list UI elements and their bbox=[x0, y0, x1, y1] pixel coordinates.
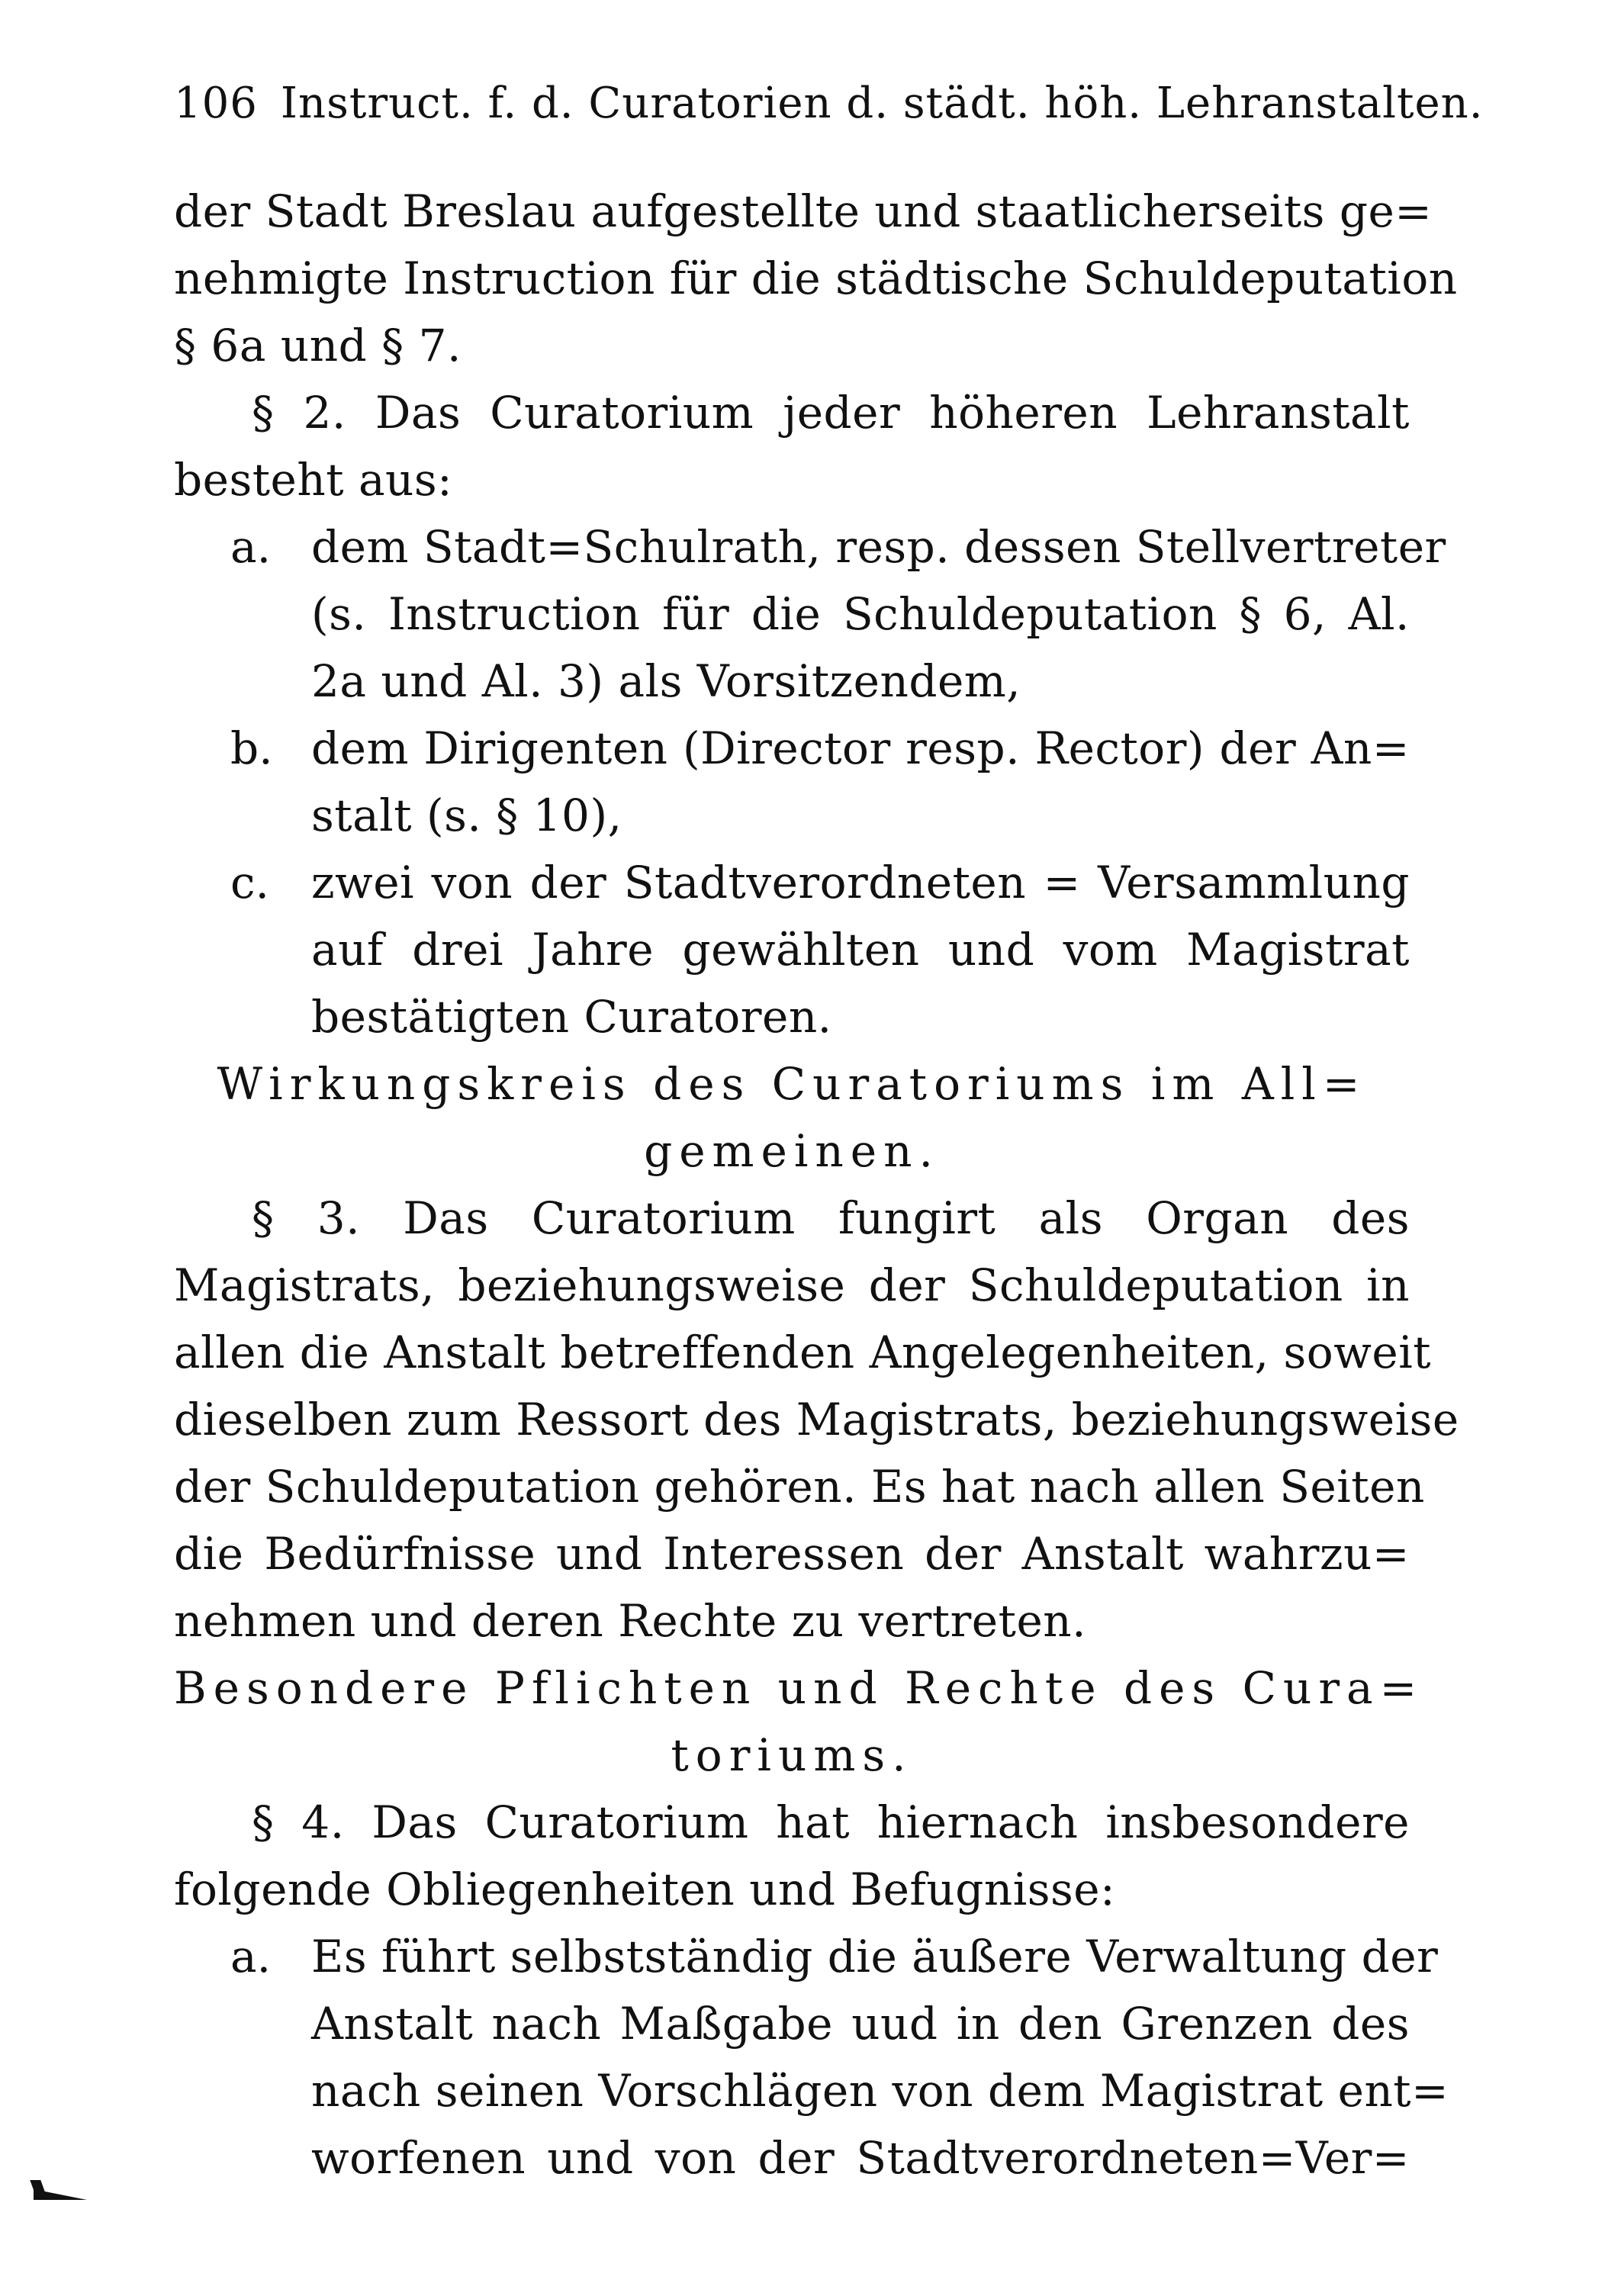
paragraph-4-line: folgende Obliegenheiten und Befugnisse: bbox=[174, 1863, 1116, 1915]
text-line: nehmigte Instruction für die städtische Schuldeputation bbox=[174, 252, 1458, 304]
item-line: Anstalt nach Maßgabe uud in den Grenzen des bbox=[311, 1998, 1410, 2050]
item-line: dem Dirigenten (Director resp. Rector) der An= bbox=[311, 722, 1410, 774]
paragraph-3-line: Magistrats, beziehungsweise der Schuldeputation in bbox=[174, 1259, 1410, 1311]
item-label: a. bbox=[230, 521, 272, 573]
item-line: zwei von der Stadtverordneten = Versammlung bbox=[311, 857, 1410, 908]
paragraph-3-line: dieselben zum Ressort des Magistrats, beziehungsweise bbox=[174, 1394, 1459, 1445]
running-title: Instruct. f. d. Curatorien d. städt. höh. Lehranstalten. bbox=[280, 79, 1484, 128]
text-line: der Stadt Breslau aufgestellte und staatlicherseits ge= bbox=[174, 185, 1433, 237]
item-line: bestätigten Curatoren. bbox=[311, 991, 832, 1043]
item-line: (s. Instruction für die Schuldeputation § 6, Al. bbox=[311, 588, 1410, 640]
paragraph-3-line: allen die Anstalt betreffenden Angelegenheiten, soweit bbox=[174, 1326, 1432, 1378]
item-line: nach seinen Vorschlägen von dem Magistrat ent= bbox=[311, 2065, 1449, 2117]
paragraph-3-line: der Schuldeputation gehören. Es hat nach allen Seiten bbox=[174, 1461, 1425, 1513]
item-line: stalt (s. § 10), bbox=[311, 789, 622, 841]
item-line: 2a und Al. 3) als Vorsitzendem, bbox=[311, 655, 1021, 707]
item-line: dem Stadt=Schulrath, resp. dessen Stellvertreter bbox=[311, 521, 1446, 573]
item-label: a. bbox=[230, 1931, 272, 1982]
paragraph-3-line: die Bedürfnisse und Interessen der Anstalt wahrzu= bbox=[174, 1528, 1410, 1580]
paragraph-4-line: § 4. Das Curatorium hat hiernach insbesondere bbox=[252, 1796, 1410, 1848]
paragraph-3-line: § 3. Das Curatorium fungirt als Organ des bbox=[252, 1192, 1410, 1244]
item-label: b. bbox=[230, 722, 273, 774]
item-label: c. bbox=[230, 857, 269, 908]
item-line: auf drei Jahre gewählten und vom Magistrat bbox=[311, 924, 1410, 976]
page-number: 106 bbox=[174, 79, 258, 128]
section-heading: gemeinen. bbox=[644, 1125, 940, 1177]
item-line: Es führt selbstständig die äußere Verwaltung der bbox=[311, 1931, 1439, 1982]
paragraph-3-line: nehmen und deren Rechte zu vertreten. bbox=[174, 1595, 1087, 1647]
section-heading: Besondere Pflichten und Rechte des Cura= bbox=[174, 1662, 1424, 1714]
section-heading: toriums. bbox=[671, 1729, 913, 1781]
item-line: worfenen und von der Stadtverordneten=Ver= bbox=[311, 2132, 1410, 2184]
hand-pointer-icon bbox=[34, 2189, 87, 2200]
paragraph-2-line: § 2. Das Curatorium jeder höheren Lehranstalt bbox=[252, 387, 1410, 439]
running-head bbox=[174, 79, 1484, 128]
text-line: § 6a und § 7. bbox=[174, 320, 462, 371]
paragraph-2-line: besteht aus: bbox=[174, 454, 453, 506]
section-heading: Wirkungskreis des Curatoriums im All= bbox=[217, 1058, 1367, 1110]
